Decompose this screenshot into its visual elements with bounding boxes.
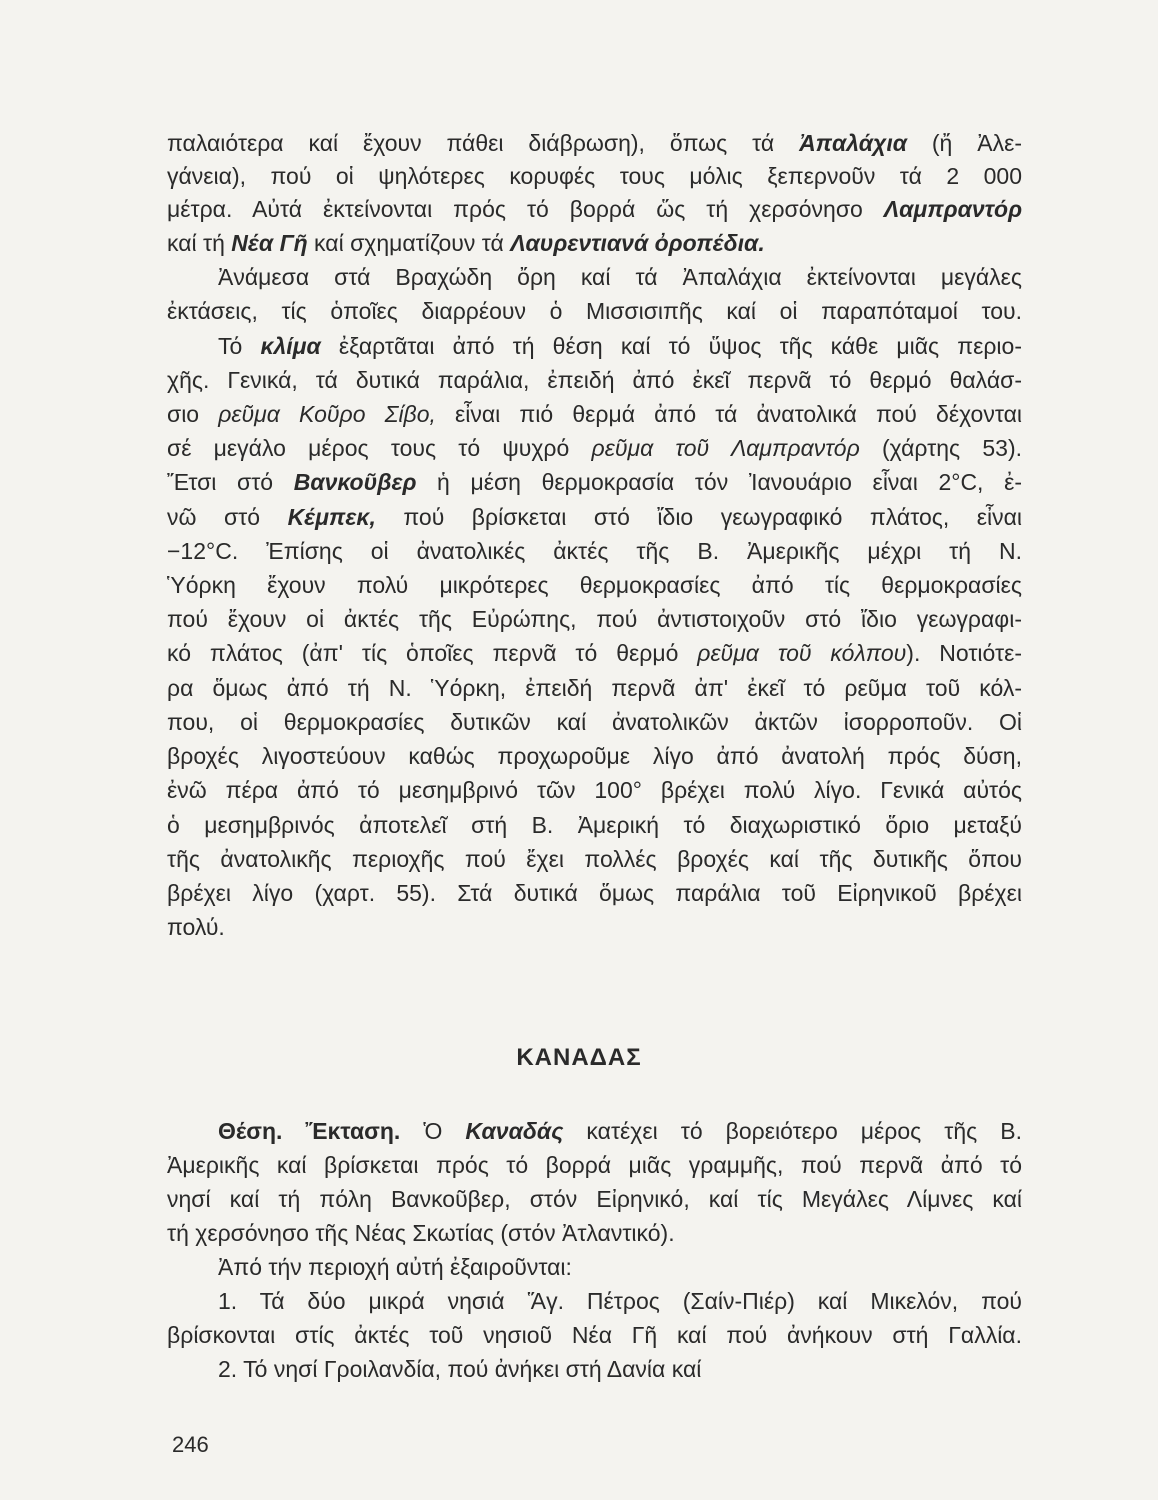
text-line: νησί καί τή πόλη Βανκοῦβερ, στόν Εἰρηνικό, καί τίς Μεγάλες Λίμνες καί <box>167 1186 1022 1212</box>
text-line: τή χερσόνησο τῆς Νέας Σκωτίας (στόν Ἀτλαντικό). <box>167 1220 675 1246</box>
text-line: 1. Τά δύο μικρά νησιά Ἅγ. Πέτρος (Σαίν-Πιέρ) καί Μικελόν, πού <box>218 1288 1022 1314</box>
text-line: ὁ μεσημβρινός ἀποτελεῖ στή Β. Ἀμερική τό διαχωριστικό ὅριο μεταξύ <box>167 812 1022 838</box>
text-line: καί τή Νέα Γῆ καί σχηματίζουν τά Λαυρεντιανά ὀροπέδια. <box>167 230 765 256</box>
text-line: ἐνῶ πέρα ἀπό τό μεσημβρινό τῶν 100° βρέχει πολύ λίγο. Γενικά αὐτός <box>167 777 1022 803</box>
text-line: βροχές λιγοστεύουν καθώς προχωροῦμε λίγο ἀπό ἀνατολή πρός δύση, <box>167 743 1022 769</box>
text-line: πού ἔχουν οἱ ἀκτές τῆς Εὐρώπης, πού ἀντιστοιχοῦν στό ἴδιο γεωγραφι- <box>167 606 1022 632</box>
text-line: χῆς. Γενικά, τά δυτικά παράλια, ἐπειδή ἀπό ἐκεῖ περνᾶ τό θερμό θαλάσ- <box>167 367 1022 393</box>
text-line: ἐκτάσεις, τίς ὁποῖες διαρρέουν ὁ Μισσισιπῆς καί οἱ παραπόταμοί του. <box>167 298 1022 324</box>
page-number: 246 <box>172 1432 209 1457</box>
text-line: Ἀνάμεσα στά Βραχώδη ὄρη καί τά Ἀπαλάχια ἐκτείνονται μεγάλες <box>218 264 1022 290</box>
text-line: που, οἱ θερμοκρασίες δυτικῶν καί ἀνατολικῶν ἀκτῶν ἰσορροποῦν. Οἱ <box>167 709 1022 735</box>
text-line: Ἀπό τήν περιοχή αὐτή ἐξαιροῦνται: <box>218 1254 572 1280</box>
section-heading: ΚΑΝΑΔΑΣ <box>516 1044 642 1071</box>
text-line: −12°C. Ἐπίσης οἱ ἀνατολικές ἀκτές τῆς Β. Ἀμερικῆς μέχρι τή Ν. <box>167 538 1022 564</box>
text-line: γάνεια), πού οἱ ψηλότερες κορυφές τους μόλις ξεπερνοῦν τά 2 000 <box>167 163 1022 189</box>
text-line: νῶ στό Κέμπεκ, πού βρίσκεται στό ἴδιο γεωγραφικό πλάτος, εἶναι <box>167 504 1023 530</box>
text-line: σέ μεγάλο μέρος τους τό ψυχρό ρεῦμα τοῦ Λαμπραντόρ (χάρτης 53). <box>167 435 1022 461</box>
text-line: τῆς ἀνατολικῆς περιοχῆς πού ἔχει πολλές βροχές καί τῆς δυτικῆς ὅπου <box>167 846 1022 872</box>
text-line: βρίσκονται στίς ἀκτές τοῦ νησιοῦ Νέα Γῆ καί πού ἀνήκουν στή Γαλλία. <box>167 1322 1022 1348</box>
text-line: Ὑόρκη ἔχουν πολύ μικρότερες θερμοκρασίες ἀπό τίς θερμοκρασίες <box>167 572 1022 598</box>
text-line: Θέση. Ἔκταση. Ὁ Καναδάς κατέχει τό βορειότερο μέρος τῆς Β. <box>218 1118 1023 1144</box>
text-line: 2. Τό νησί Γροιλανδία, πού ἀνήκει στή Δανία καί <box>218 1356 702 1382</box>
text-line: Τό κλίμα ἐξαρτᾶται ἀπό τή θέση καί τό ὕψος τῆς κάθε μιᾶς περιο- <box>218 333 1022 359</box>
text-line: πολύ. <box>167 914 225 940</box>
text-line: Ἀμερικῆς καί βρίσκεται πρός τό βορρά μιᾶς γραμμῆς, πού περνᾶ ἀπό τό <box>167 1152 1022 1178</box>
text-line: παλαιότερα καί ἔχουν πάθει διάβρωση), ὅπως τά Ἀπαλάχια (ἤ Ἀλε- <box>167 130 1022 156</box>
text-line: μέτρα. Αὐτά ἐκτείνονται πρός τό βορρά ὥς τή χερσόνησο Λαμπραντόρ <box>167 196 1022 222</box>
text-line: σιο ρεῦμα Κοῦρο Σίβο, εἶναι πιό θερμά ἀπό τά ἀνατολικά πού δέχονται <box>167 401 1022 427</box>
text-line: Ἔτσι στό Βανκοῦβερ ἡ μέση θερμοκρασία τόν Ἰανουάριο εἶναι 2°C, ἐ- <box>167 469 1022 495</box>
text-line: ρα ὅμως ἀπό τή Ν. Ὑόρκη, ἐπειδή περνᾶ ἀπ' ἐκεῖ τό ρεῦμα τοῦ κόλ- <box>167 675 1022 701</box>
text-line: κό πλάτος (ἀπ' τίς ὁποῖες περνᾶ τό θερμό ρεῦμα τοῦ κόλπου). Νοτιότε- <box>167 640 1022 666</box>
text-line: βρέχει λίγο (χαρτ. 55). Στά δυτικά ὅμως παράλια τοῦ Εἰρηνικοῦ βρέχει <box>167 880 1022 906</box>
